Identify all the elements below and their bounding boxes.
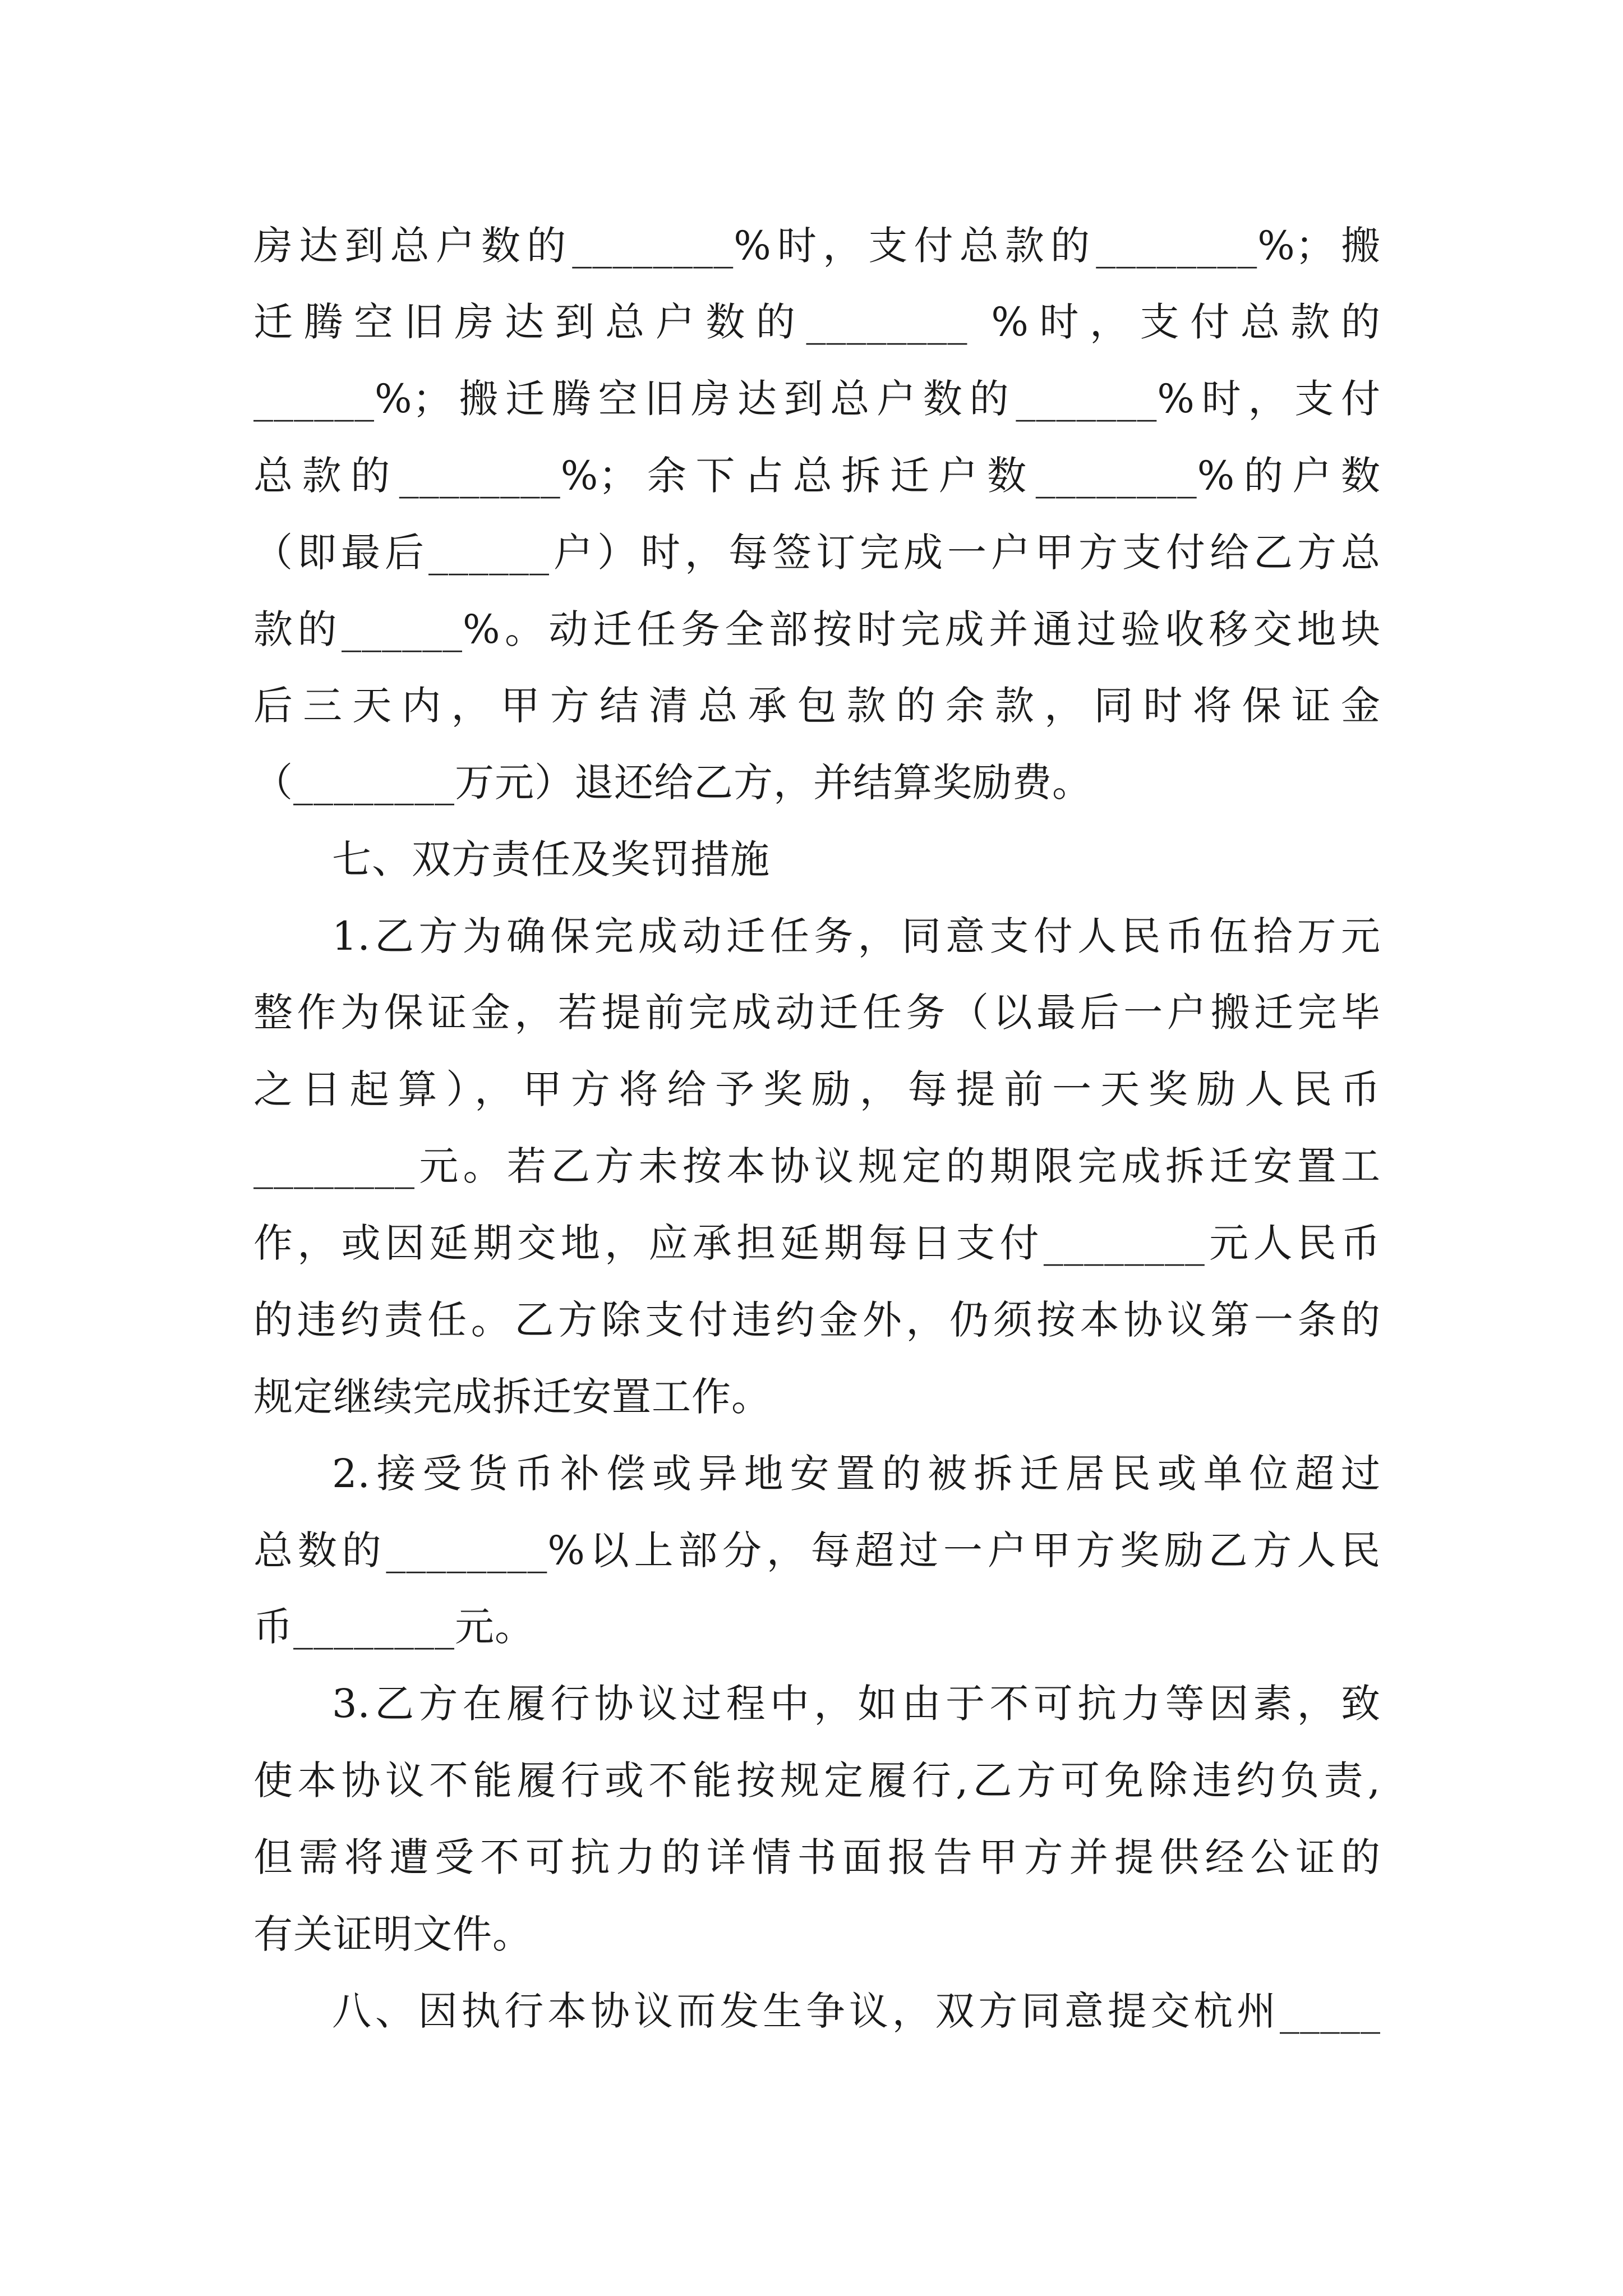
paragraph-line: 的违约责任。乙方除支付违约金外，仍须按本协议第一条的: [253, 1297, 1381, 1343]
paragraph-line: 整作为保证金，若提前完成动迁任务（以最后一户搬迁完毕: [253, 990, 1381, 1036]
paragraph-line: 后三天内，甲方结清总承包款的余款，同时将保证金: [253, 683, 1381, 729]
paragraph-line: ________元。若乙方未按本协议规定的期限完成拆迁安置工: [253, 1143, 1381, 1189]
paragraph-line: 2.接受货币补偿或异地安置的被拆迁居民或单位超过: [332, 1451, 1381, 1497]
paragraph-line: 之日起算），甲方将给予奖励，每提前一天奖励人民币: [253, 1066, 1381, 1112]
paragraph-line: 款的______%。动迁任务全部按时完成并通过验收移交地块: [253, 606, 1381, 652]
paragraph-line: 作，或因延期交地，应承担延期每日支付________元人民币: [253, 1220, 1381, 1266]
paragraph-line: ______%；搬迁腾空旧房达到总户数的_______%时，支付: [253, 376, 1381, 422]
paragraph-line: 使本协议不能履行或不能按规定履行,乙方可免除违约负责,: [253, 1757, 1381, 1803]
paragraph-line: （________万元）退还给乙方，并结算奖励费。: [253, 760, 1092, 806]
section-heading: 八、因执行本协议而发生争议，双方同意提交杭州_____: [332, 1988, 1381, 2034]
paragraph-line: 迁腾空旧房达到总户数的________ %时，支付总款的: [253, 299, 1381, 345]
paragraph-line: 币________元。: [253, 1604, 534, 1650]
paragraph-line: 3.乙方在履行协议过程中，如由于不可抗力等因素，致: [332, 1681, 1381, 1727]
paragraph-line: 总数的________%以上部分，每超过一户甲方奖励乙方人民: [253, 1527, 1381, 1573]
paragraph-line: 1.乙方为确保完成动迁任务，同意支付人民币伍拾万元: [332, 913, 1381, 959]
paragraph-line: 总款的________%；余下占总拆迁户数________%的户数: [253, 453, 1381, 499]
paragraph-line: 有关证明文件。: [253, 1911, 532, 1957]
paragraph-line: 规定继续完成拆迁安置工作。: [253, 1374, 771, 1420]
section-heading: 七、双方责任及奖罚措施: [332, 836, 770, 882]
paragraph-line: 但需将遭受不可抗力的详情书面报告甲方并提供经公证的: [253, 1834, 1381, 1880]
paragraph-line: （即最后______户）时，每签订完成一户甲方支付给乙方总: [253, 530, 1381, 576]
paragraph-line: 房达到总户数的________%时，支付总款的________%；搬: [253, 223, 1381, 269]
